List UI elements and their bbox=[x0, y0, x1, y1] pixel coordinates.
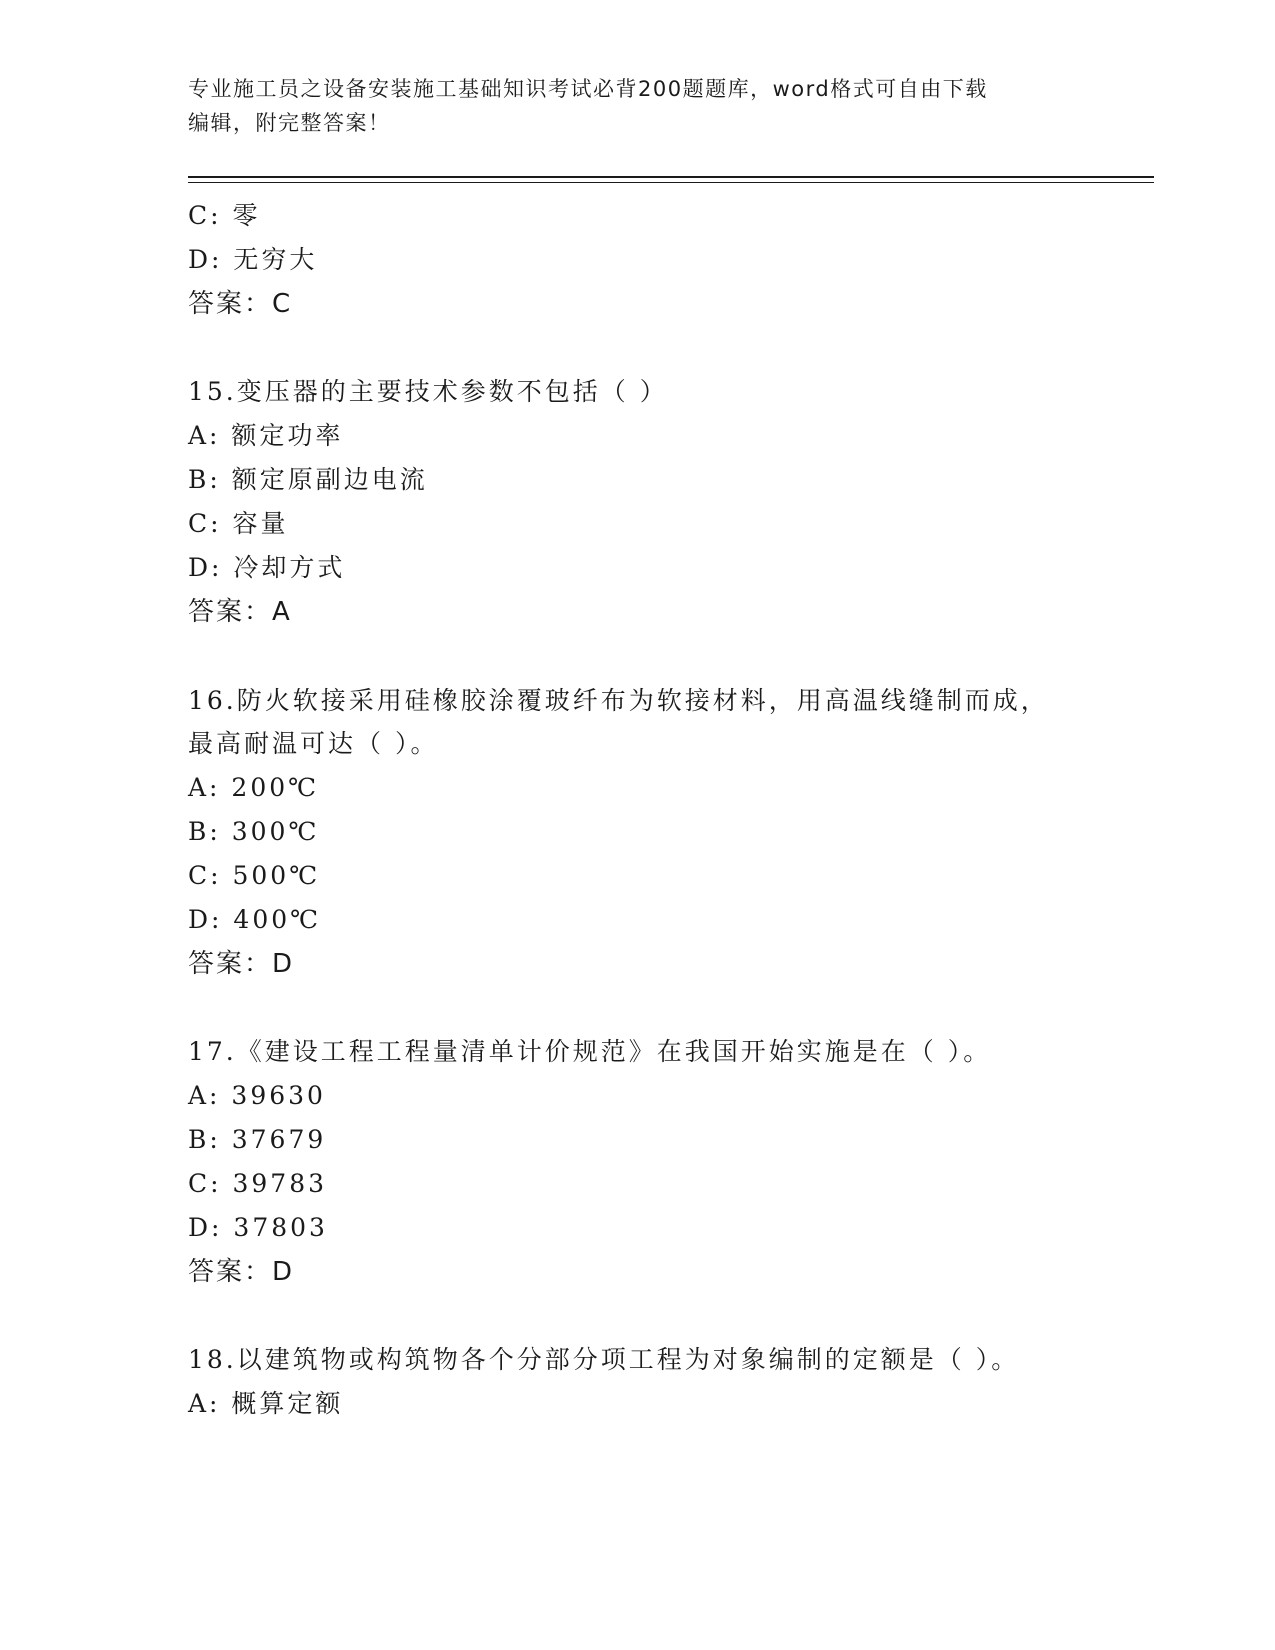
option-c: C: 500℃ bbox=[188, 861, 321, 890]
question-16: 16.防火软接采用硅橡胶涂覆玻纤布为软接材料，用高温线缝制而成， bbox=[188, 686, 1049, 715]
option-c: C: 零 bbox=[188, 201, 261, 230]
option-c: C: 容量 bbox=[188, 509, 289, 538]
question-16-cont: 最高耐温可达（ ）。 bbox=[188, 729, 439, 758]
option-a: A: 200℃ bbox=[188, 773, 320, 802]
option-a: A: 额定功率 bbox=[188, 421, 344, 450]
header-divider-thin bbox=[188, 182, 1154, 183]
option-d: D: 400℃ bbox=[188, 905, 322, 934]
question-15: 15.变压器的主要技术参数不包括（ ） bbox=[188, 377, 668, 406]
question-17: 17.《建设工程工程量清单计价规范》在我国开始实施是在（ ）。 bbox=[188, 1037, 992, 1066]
header-line-2: 编辑，附完整答案！ bbox=[188, 111, 391, 135]
option-c: C: 39783 bbox=[188, 1169, 328, 1198]
option-d: D: 无穷大 bbox=[188, 245, 318, 274]
document-header bbox=[188, 72, 1068, 140]
header-line-1: 专业施工员之设备安装施工基础知识考试必背200题题库，word格式可自由下载 bbox=[188, 77, 988, 101]
question-18: 18.以建筑物或构筑物各个分部分项工程为对象编制的定额是（ ）。 bbox=[188, 1345, 1020, 1374]
answer: 答案：C bbox=[188, 289, 293, 319]
option-a: A: 概算定额 bbox=[188, 1389, 344, 1418]
header-divider bbox=[188, 176, 1154, 178]
option-b: B: 300℃ bbox=[188, 817, 320, 846]
option-d: D: 37803 bbox=[188, 1213, 328, 1242]
answer: 答案：D bbox=[188, 1257, 295, 1287]
answer: 答案：D bbox=[188, 949, 295, 979]
option-b: B: 37679 bbox=[188, 1125, 327, 1154]
option-d: D: 冷却方式 bbox=[188, 553, 346, 582]
option-b: B: 额定原副边电流 bbox=[188, 465, 428, 494]
option-a: A: 39630 bbox=[188, 1081, 326, 1110]
answer: 答案：A bbox=[188, 597, 292, 627]
